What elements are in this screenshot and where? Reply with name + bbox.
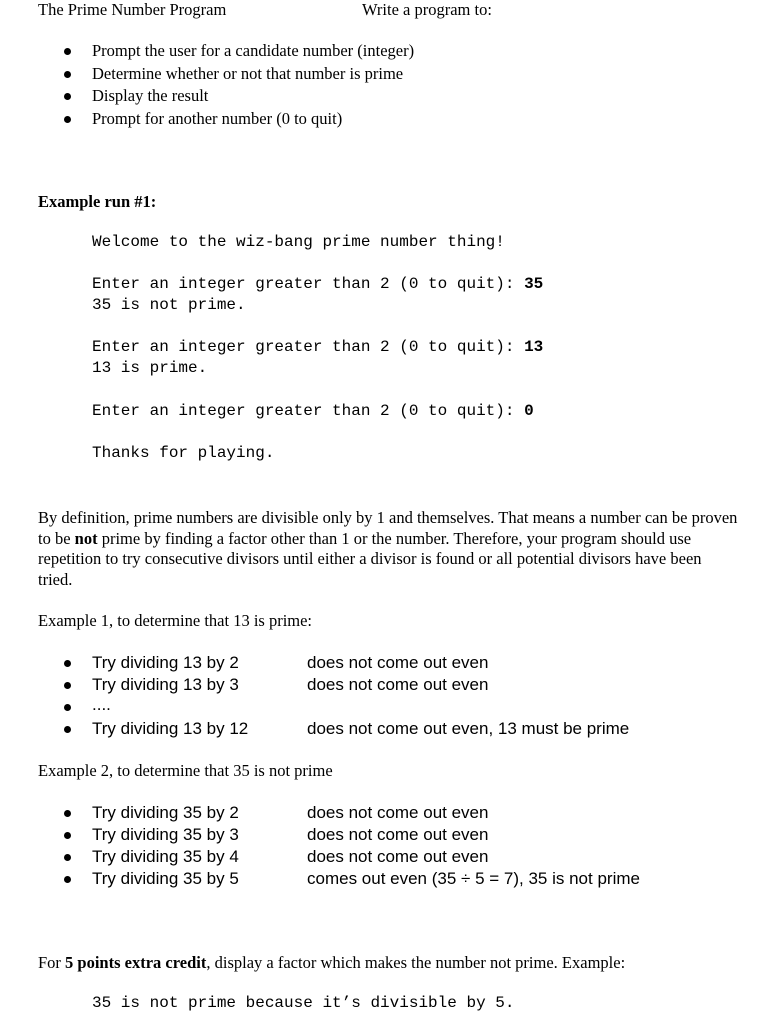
bullet-icon — [64, 810, 71, 817]
example2-step: Try dividing 35 by 2 — [92, 803, 239, 822]
example1-result: does not come out even — [307, 675, 489, 694]
definition-text: prime by finding a factor other than 1 or the number. Therefore, your program should use repetition to try consecutive divisors until either a divisor is found or all potential divisors have been tried. — [38, 528, 702, 589]
console-prompt: Enter an integer greater than 2 (0 to quit): — [92, 402, 525, 420]
console-input: 35 — [524, 275, 544, 293]
example2-step: Try dividing 35 by 4 — [92, 847, 239, 866]
extra-credit-prefix: For — [38, 953, 66, 972]
example1-result: does not come out even — [307, 653, 489, 672]
bullet-icon — [64, 832, 71, 839]
definition-paragraph — [38, 508, 738, 590]
bullet-icon — [64, 854, 71, 861]
requirement-item: Prompt for another number (0 to quit) — [92, 109, 343, 128]
requirement-item: Prompt the user for a candidate number (integer) — [92, 41, 415, 60]
console-result: 35 is not prime. — [92, 296, 246, 314]
bullet-icon — [64, 116, 71, 123]
requirement-item: Determine whether or not that number is prime — [92, 64, 404, 83]
bullet-icon — [64, 93, 71, 100]
example2-step: Try dividing 35 by 5 — [92, 869, 239, 888]
example1-result: does not come out even, 13 must be prime — [307, 719, 630, 738]
bullet-icon — [64, 726, 71, 733]
console-prompt-line — [92, 275, 543, 293]
console-prompt: Enter an integer greater than 2 (0 to quit): — [92, 275, 525, 293]
definition-emphasis: not — [74, 528, 98, 548]
example1-step: .... — [92, 695, 111, 714]
bullet-icon — [64, 682, 71, 689]
extra-credit-suffix: , display a factor which makes the number not prime. Example: — [206, 953, 626, 972]
console-prompt-line — [92, 402, 534, 420]
console-result: 13 is prime. — [92, 359, 208, 377]
console-prompt-line — [92, 338, 543, 356]
example2-heading: Example 2, to determine that 35 is not prime — [38, 761, 333, 780]
example2-result: does not come out even — [307, 825, 489, 844]
document-title: The Prime Number Program — [38, 0, 227, 19]
example1-step: Try dividing 13 by 3 — [92, 675, 239, 694]
example2-step: Try dividing 35 by 3 — [92, 825, 239, 844]
example2-result: comes out even (35 ÷ 5 = 7), 35 is not prime — [307, 869, 640, 888]
example1-heading: Example 1, to determine that 13 is prime: — [38, 611, 313, 630]
example1-step: Try dividing 13 by 2 — [92, 653, 239, 672]
bullet-icon — [64, 704, 71, 711]
console-prompt: Enter an integer greater than 2 (0 to quit): — [92, 338, 525, 356]
console-input: 13 — [524, 338, 544, 356]
extra-credit-line — [38, 953, 625, 973]
requirement-item: Display the result — [92, 86, 209, 105]
example1-step: Try dividing 13 by 12 — [92, 719, 249, 738]
console-welcome: Welcome to the wiz-bang prime number thing! — [92, 233, 505, 251]
console-input: 0 — [524, 402, 534, 420]
bullet-icon — [64, 660, 71, 667]
definition-text: By definition, prime numbers are divisible only by 1 and themselves. That means a number can be proven to be — [38, 508, 738, 548]
console-goodbye: Thanks for playing. — [92, 444, 275, 462]
example-run-heading: Example run #1: — [38, 192, 157, 211]
bullet-icon — [64, 71, 71, 78]
instruction-text: Write a program to: — [362, 0, 492, 19]
extra-credit-points: 5 points extra credit — [65, 953, 207, 972]
example2-result: does not come out even — [307, 847, 489, 866]
bullet-icon — [64, 876, 71, 883]
extra-credit-example-output: 35 is not prime because it’s divisible by 5. — [92, 994, 515, 1012]
example2-result: does not come out even — [307, 803, 489, 822]
bullet-icon — [64, 48, 71, 55]
